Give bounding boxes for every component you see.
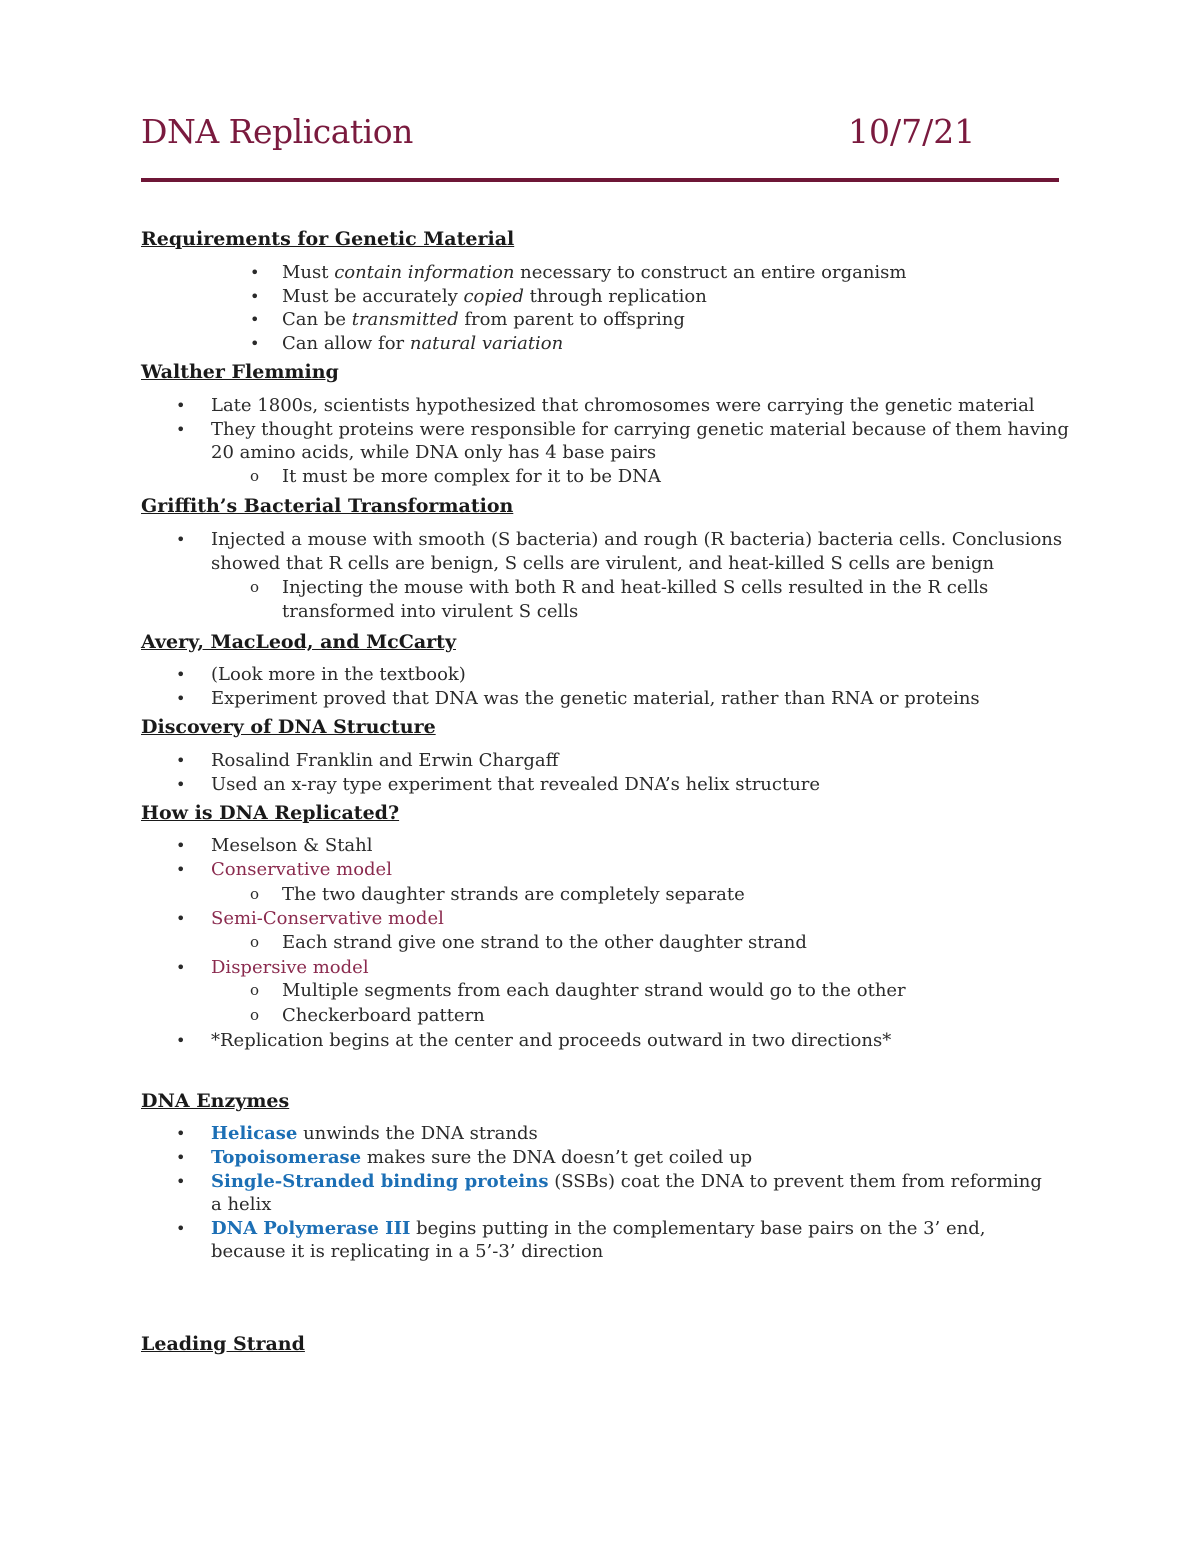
list-item: Experiment proved that DNA was the genetic material, rather than RNA or proteins (211, 688, 980, 709)
heading-avery: Avery, MacLeod, and McCarty (141, 631, 456, 653)
model-label: Dispersive model (211, 957, 369, 978)
list-item: *Replication begins at the center and proceeds outward in two directions* (211, 1030, 892, 1051)
sub-list-item: Injecting the mouse with both R and heat-killed S cells resulted in the R cells (282, 577, 989, 598)
sub-bullet-icon: o (250, 885, 260, 903)
list-item: Can allow for natural variation (282, 333, 564, 354)
sub-bullet-icon: o (250, 467, 260, 485)
enzyme-name: Single-Stranded binding proteins (211, 1171, 549, 1192)
bullet-icon: • (176, 1124, 186, 1143)
sub-bullet-icon: o (250, 981, 260, 999)
list-item: Used an x-ray type experiment that revealed DNA’s helix structure (211, 774, 821, 795)
list-item: Must be accurately copied through replication (282, 286, 707, 307)
bullet-icon: • (176, 836, 186, 855)
list-item: (Look more in the textbook) (211, 664, 466, 685)
heading-flemming: Walther Flemming (141, 361, 339, 383)
bullet-icon: • (250, 287, 260, 306)
heading-leading-strand: Leading Strand (141, 1333, 305, 1355)
list-item: Meselson & Stahl (211, 835, 373, 856)
bullet-icon: • (250, 310, 260, 329)
sub-list-item: Multiple segments from each daughter strand would go to the other (282, 980, 906, 1001)
sub-bullet-icon: o (250, 933, 260, 951)
bullet-icon: • (176, 1148, 186, 1167)
page-title: DNA Replication (141, 112, 413, 151)
list-item: Late 1800s, scientists hypothesized that chromosomes were carrying the genetic material (211, 395, 1035, 416)
list-item: Can be transmitted from parent to offspring (282, 309, 685, 330)
sub-list-item: It must be more complex for it to be DNA (282, 466, 661, 487)
list-item: They thought proteins were responsible for carrying genetic material because of them having (211, 419, 1069, 440)
list-item: Single-Stranded binding proteins (SSBs) coat the DNA to prevent them from reforming (211, 1171, 1042, 1192)
bullet-icon: • (176, 909, 186, 928)
page-date: 10/7/21 (848, 112, 976, 151)
enzyme-name: DNA Polymerase III (211, 1218, 411, 1239)
bullet-icon: • (176, 665, 186, 684)
model-label: Conservative model (211, 859, 392, 880)
list-item: Injected a mouse with smooth (S bacteria) and rough (R bacteria) bacteria cells. Conclusions (211, 529, 1063, 550)
list-item: Rosalind Franklin and Erwin Chargaff (211, 750, 559, 771)
sub-bullet-icon: o (250, 1006, 260, 1024)
list-item: Helicase unwinds the DNA strands (211, 1123, 538, 1144)
list-item-continuation: a helix (211, 1194, 272, 1215)
bullet-icon: • (176, 751, 186, 770)
bullet-icon: • (176, 689, 186, 708)
bullet-icon: • (176, 860, 186, 879)
sub-list-item: Each strand give one strand to the other daughter strand (282, 932, 807, 953)
heading-requirements: Requirements for Genetic Material (141, 228, 515, 250)
bullet-icon: • (176, 958, 186, 977)
model-label: Semi-Conservative model (211, 908, 444, 929)
bullet-icon: • (176, 775, 186, 794)
bullet-icon: • (176, 1219, 186, 1238)
list-item: Must contain information necessary to construct an entire organism (282, 262, 907, 283)
sub-list-item: The two daughter strands are completely separate (282, 884, 745, 905)
list-item-continuation: because it is replicating in a 5’-3’ direction (211, 1241, 604, 1262)
bullet-icon: • (250, 334, 260, 353)
bullet-icon: • (176, 420, 186, 439)
heading-replicated: How is DNA Replicated? (141, 802, 400, 824)
sub-bullet-icon: o (250, 578, 260, 596)
list-item: DNA Polymerase III begins putting in the complementary base pairs on the 3’ end, (211, 1218, 986, 1239)
sub-list-item: Checkerboard pattern (282, 1005, 485, 1026)
enzyme-name: Helicase (211, 1123, 298, 1144)
list-item: Topoisomerase makes sure the DNA doesn’t get coiled up (211, 1147, 753, 1168)
bullet-icon: • (176, 1172, 186, 1191)
bullet-icon: • (176, 396, 186, 415)
list-item-continuation: 20 amino acids, while DNA only has 4 base pairs (211, 442, 657, 463)
title-rule (141, 178, 1059, 182)
bullet-icon: • (176, 530, 186, 549)
list-item-continuation: showed that R cells are benign, S cells are virulent, and heat-killed S cells are benign (211, 553, 995, 574)
bullet-icon: • (176, 1031, 186, 1050)
heading-enzymes: DNA Enzymes (141, 1090, 290, 1112)
enzyme-name: Topoisomerase (211, 1147, 362, 1168)
heading-griffith: Griffith’s Bacterial Transformation (141, 495, 514, 517)
heading-structure: Discovery of DNA Structure (141, 716, 436, 738)
bullet-icon: • (250, 263, 260, 282)
sub-list-item-continuation: transformed into virulent S cells (282, 601, 579, 622)
